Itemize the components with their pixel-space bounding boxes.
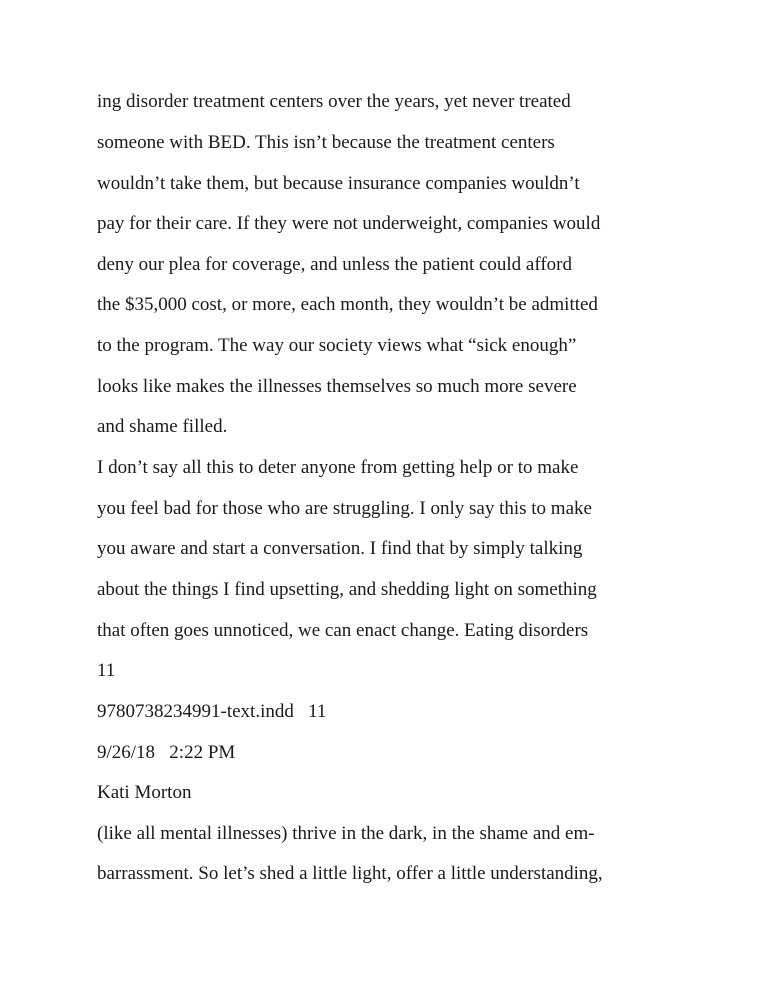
body-text-line: ing disorder treatment centers over the years, yet never treated [97, 91, 571, 112]
body-text-line: pay for their care. If they were not underweight, companies would [97, 213, 601, 234]
body-text-line: looks like makes the illnesses themselves so much more severe [97, 376, 577, 397]
file-slug: 9780738234991-text.indd 11 [97, 701, 327, 722]
body-text-line: I don’t say all this to deter anyone from getting help or to make [97, 457, 579, 478]
body-text-line: you feel bad for those who are struggling. I only say this to make [97, 498, 592, 519]
body-text-line: you aware and start a conversation. I find that by simply talking [97, 538, 583, 559]
body-text-line: and shame filled. [97, 416, 228, 437]
body-text-line: that often goes unnoticed, we can enact change. Eating disorders [97, 620, 589, 641]
body-text-line: (like all mental illnesses) thrive in the dark, in the shame and em- [97, 823, 595, 844]
body-text-line: barrassment. So let’s shed a little light, offer a little understanding, [97, 863, 603, 884]
running-head: Kati Morton [97, 782, 192, 803]
body-text-line: someone with BED. This isn’t because the treatment centers [97, 132, 555, 153]
print-timestamp: 9/26/18 2:22 PM [97, 742, 236, 763]
body-text-line: deny our plea for coverage, and unless the patient could afford [97, 254, 572, 275]
body-text-line: the $35,000 cost, or more, each month, they wouldn’t be admitted [97, 294, 598, 315]
body-text-line: about the things I find upsetting, and shedding light on something [97, 579, 597, 600]
body-text-line: to the program. The way our society views what “sick enough” [97, 335, 577, 356]
page-number: 11 [97, 660, 116, 681]
body-text-line: wouldn’t take them, but because insurance companies wouldn’t [97, 173, 580, 194]
